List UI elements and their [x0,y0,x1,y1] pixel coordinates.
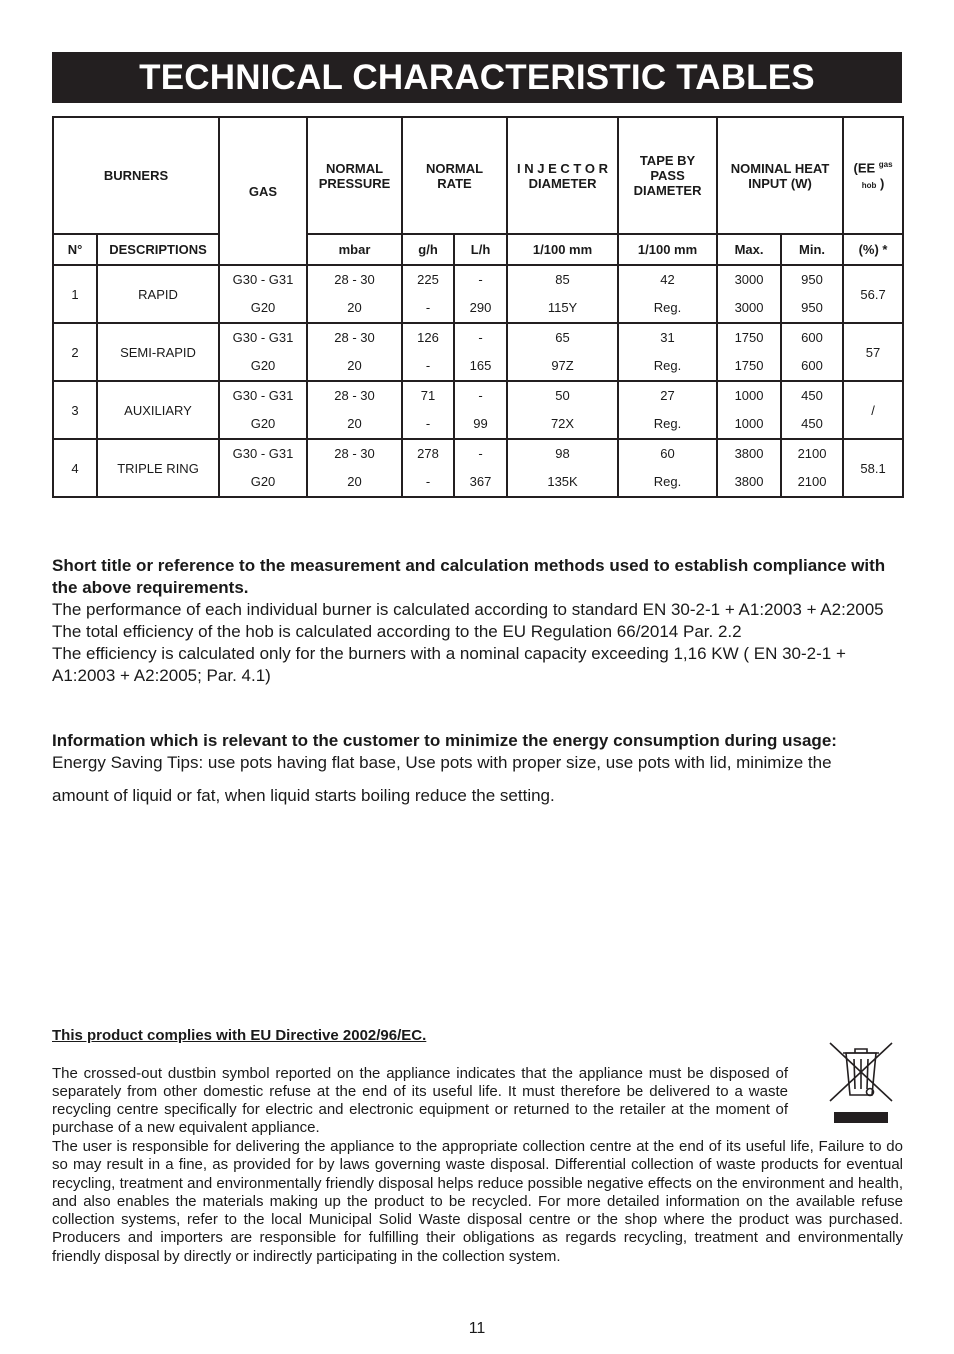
measurement-line-2: The total efficiency of the hob is calculated according to the EU Regulation 66/2014 Par. 2.2 [52,622,742,641]
pressure-cell: 28 - 30 20 [307,381,402,439]
lh-cell: - 290 [454,265,507,323]
weee-title: This product complies with EU Directive 2002/96/EC. [52,1027,427,1044]
unit-percent: (%) * [843,234,903,265]
injector-cell: 85 115Y [507,265,618,323]
gh-cell: 71 - [402,381,454,439]
min-cell: 450 450 [781,381,843,439]
efficiency-cell: 58.1 [843,439,903,497]
header-bypass-diameter: TAPE BY PASS DIAMETER [618,117,717,234]
gh-cell: 278 - [402,439,454,497]
weee-paragraph-1: The crossed-out dustbin symbol reported on the appliance indicates that the appliance must be disposed of separately from other domestic refuse at the end of its useful life. It must therefore be delivered to a waste recycling centre specifically for electric and electronic equipment or returned to the retailer at the moment of purchase of a new equivalent appliance. [52,1065,788,1136]
pressure-cell: 28 - 30 20 [307,439,402,497]
burner-description: SEMI-RAPID [97,323,219,381]
burner-description: TRIPLE RING [97,439,219,497]
unit-max: Max. [717,234,781,265]
header-gas: GAS [219,117,307,265]
burner-description: AUXILIARY [97,381,219,439]
injector-cell: 98 135K [507,439,618,497]
pressure-cell: 28 - 30 20 [307,323,402,381]
max-cell: 1750 1750 [717,323,781,381]
bypass-cell: 27 Reg. [618,381,717,439]
page-number: 11 [468,1320,486,1337]
table-row [53,439,903,497]
energy-line-2: amount of liquid or fat, when liquid starts boiling reduce the setting. [52,786,555,805]
table-row [53,381,903,439]
min-cell: 2100 2100 [781,439,843,497]
burner-description: RAPID [97,265,219,323]
lh-cell: - 165 [454,323,507,381]
burner-number: 4 [53,439,97,497]
injector-cell: 65 97Z [507,323,618,381]
gh-cell: 225 - [402,265,454,323]
max-cell: 3800 3800 [717,439,781,497]
unit-gh: g/h [402,234,454,265]
unit-n: N° [53,234,97,265]
crossed-out-bin-icon [826,1039,896,1127]
bypass-cell: 60 Reg. [618,439,717,497]
table-row [53,323,903,381]
efficiency-cell: 56.7 [843,265,903,323]
max-cell: 1000 1000 [717,381,781,439]
unit-bypass: 1/100 mm [618,234,717,265]
lh-cell: - 367 [454,439,507,497]
unit-lh: L/h [454,234,507,265]
bypass-cell: 31 Reg. [618,323,717,381]
gas-cell: G30 - G31 G20 [219,439,307,497]
lh-cell: - 99 [454,381,507,439]
min-cell: 600 600 [781,323,843,381]
header-burners: BURNERS [53,117,219,234]
gas-cell: G30 - G31 G20 [219,381,307,439]
bypass-cell: 42 Reg. [618,265,717,323]
efficiency-cell: 57 [843,323,903,381]
measurement-line-1: The performance of each individual burner is calculated according to standard EN 30-2-1 + A1:2003 + A2:2005 [52,600,884,619]
injector-cell: 50 72X [507,381,618,439]
gas-cell: G30 - G31 G20 [219,265,307,323]
unit-injector: 1/100 mm [507,234,618,265]
efficiency-cell: / [843,381,903,439]
header-normal-rate: NORMAL RATE [402,117,507,234]
burner-number: 3 [53,381,97,439]
measurement-section [52,555,903,687]
header-injector-diameter: I N J E C T O R DIAMETER [507,117,618,234]
min-cell: 950 950 [781,265,843,323]
pressure-cell: 28 - 30 20 [307,265,402,323]
energy-heading: Information which is relevant to the customer to minimize the energy consumption during usage: [52,731,837,750]
burner-number: 1 [53,265,97,323]
table-row [53,265,903,323]
burner-number: 2 [53,323,97,381]
gas-cell: G30 - G31 G20 [219,323,307,381]
measurement-line-3: The efficiency is calculated only for the burners with a nominal capacity exceeding 1,16 KW ( EN 30-2-1 + A1:2003 + A2:2005; Par. 4.1) [52,644,846,685]
energy-line-1: Energy Saving Tips: use pots having flat base, Use pots with proper size, use pots with lid, minimize the [52,753,832,772]
measurement-heading: Short title or reference to the measurement and calculation methods used to establish compliance with the above requirements. [52,556,886,597]
header-normal-pressure: NORMAL PRESSURE [307,117,402,234]
header-nominal-heat-input: NOMINAL HEAT INPUT (W) [717,117,843,234]
unit-descriptions: DESCRIPTIONS [97,234,219,265]
page-title: TECHNICAL CHARACTERISTIC TABLES [52,52,902,103]
weee-paragraph-2: The user is responsible for delivering the appliance to the appropriate collection centre at the end of its useful life, Failure to do so may result in a fine, as provided for by laws governing waste disposal. Differential collection of waste products for eventual recycling, treatment and environmentally friendly disposal helps reduce possible negative effects on the environment and health, and also enables the materials making up the product to be recycled. For more detailed information on the available refuse collection systems, refer to the local Municipal Solid Waste disposal centre or the shop where the product was purchased. Producers and importers are responsible for fulfilling their obligations as regards recycling, treatment and environmentally friendly disposal by directly or indirectly participating in the collection system. [52,1138,903,1265]
unit-min: Min. [781,234,843,265]
technical-table [52,116,904,498]
unit-mbar: mbar [307,234,402,265]
max-cell: 3000 3000 [717,265,781,323]
gh-cell: 126 - [402,323,454,381]
energy-section [52,730,903,807]
header-efficiency: (EE $^{gas}$ hob ) [843,117,903,234]
